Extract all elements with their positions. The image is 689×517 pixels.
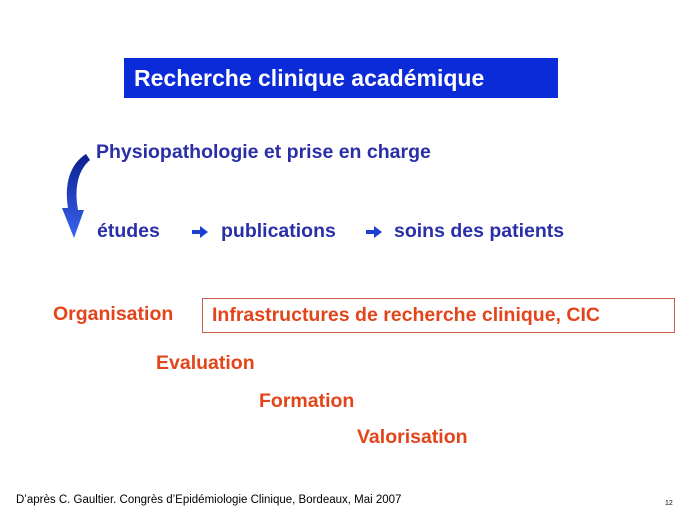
flow-step-publications: publications <box>221 220 336 242</box>
slide-title: Recherche clinique académique <box>124 58 558 98</box>
infrastructures-box: Infrastructures de recherche clinique, CIC <box>202 298 675 333</box>
page-number: 12 <box>665 500 673 507</box>
valorisation-label: Valorisation <box>357 426 468 448</box>
physio-line: Physiopathologie et prise en charge <box>96 141 431 163</box>
curved-down-arrow-icon <box>60 150 92 242</box>
formation-label: Formation <box>259 390 355 412</box>
organisation-label: Organisation <box>53 303 174 325</box>
arrow-right-icon <box>366 226 382 238</box>
arrow-right-icon <box>192 226 208 238</box>
evaluation-label: Evaluation <box>156 352 255 374</box>
footer-citation: D’après C. Gaultier. Congrès d’Epidémiologie Clinique, Bordeaux, Mai 2007 <box>16 494 402 506</box>
flow-step-etudes: études <box>97 220 160 242</box>
flow-step-soins: soins des patients <box>394 220 565 242</box>
